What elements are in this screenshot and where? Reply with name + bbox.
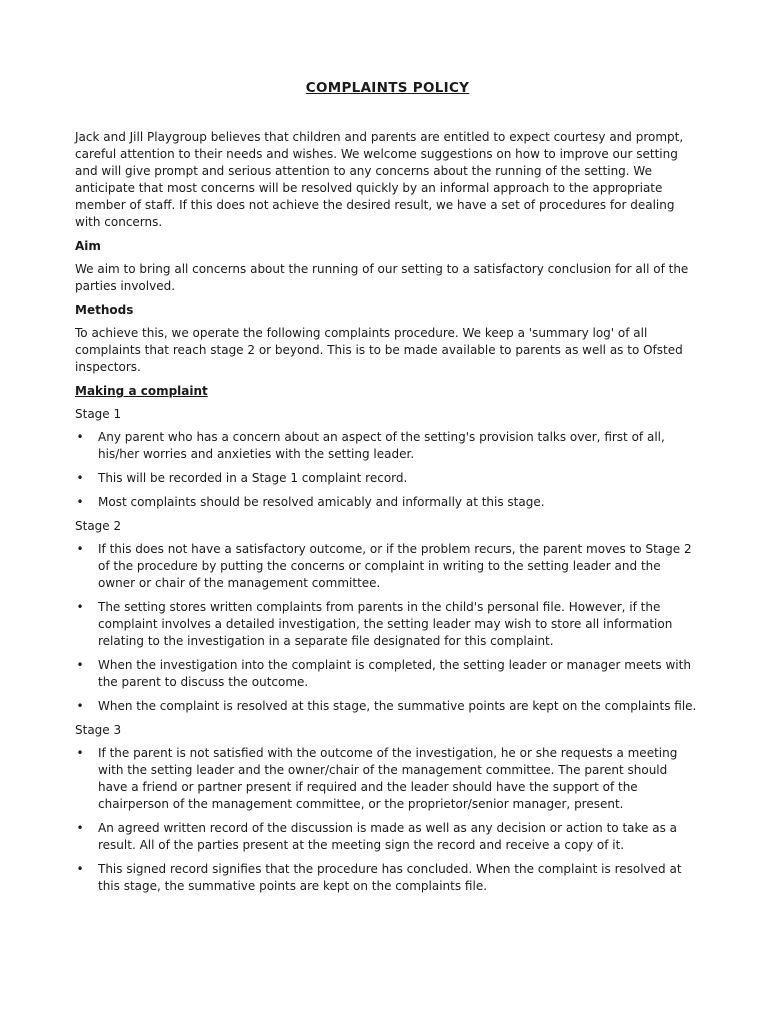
list-item: • This signed record signifies that the procedure has concluded. When the complaint is resolved at this stage, the summative points are kept on the complaints file.: [76, 862, 682, 893]
page-title: COMPLAINTS POLICY: [305, 80, 470, 96]
list-item: • When the complaint is resolved at this stage, the summative points are kept on the complaints file.: [76, 699, 697, 713]
aim-heading: Aim: [75, 239, 101, 253]
list-item: • An agreed written record of the discussion is made as well as any decision or action to take as a result. All of the parties present at the meeting sign the record and receive a copy of it.: [76, 821, 677, 852]
bullet-icon: •: [76, 699, 84, 713]
bullet-icon: •: [76, 658, 84, 672]
stage-2-list: [75, 541, 700, 715]
methods-heading: Methods: [75, 303, 134, 317]
bullet-icon: •: [76, 821, 84, 835]
bullet-icon: •: [76, 862, 84, 876]
stage-1-list: [75, 429, 700, 511]
bullet-icon: •: [76, 600, 84, 614]
intro-paragraph: Jack and Jill Playgroup believes that children and parents are entitled to expect courtesy and prompt, careful attention to their needs and wishes. We welcome suggestions on how to improve our setting and will give prompt and serious attention to any concerns about the running of the setting. We anticipate that most concerns will be resolved quickly by an informal approach to the appropriate member of staff. If this does not achieve the desired result, we have a set of procedures for dealing with concerns.: [75, 130, 684, 229]
list-item: • If the parent is not satisfied with the outcome of the investigation, he or she requests a meeting with the setting leader and the owner/chair of the management committee. The parent should have a friend or partner present if required and the leader should have the support of the chairperson of the management committee, or the proprietor/senior manager, present.: [76, 746, 678, 811]
list-item: • When the investigation into the complaint is completed, the setting leader or manager meets with the parent to discuss the outcome.: [76, 658, 691, 689]
bullet-icon: •: [76, 542, 84, 556]
list-item: • Most complaints should be resolved amicably and informally at this stage.: [76, 495, 545, 509]
list-item: • The setting stores written complaints from parents in the child's personal file. However, if the complaint involves a detailed investigation, the setting leader may wish to store all information relating to the investigation in a separate file designated for this complaint.: [76, 600, 673, 648]
methods-paragraph: To achieve this, we operate the following complaints procedure. We keep a 'summary log' of all complaints that reach stage 2 or beyond. This is to be made available to parents as well as to Ofsted inspectors.: [75, 326, 683, 374]
stage-3-label: Stage 3: [75, 723, 122, 737]
aim-paragraph: We aim to bring all concerns about the running of our setting to a satisfactory conclusion for all of the parties involved.: [75, 262, 689, 293]
stage-2-label: Stage 2: [75, 519, 122, 533]
bullet-icon: •: [76, 495, 84, 509]
bullet-icon: •: [76, 471, 84, 485]
stage-3-list: [75, 745, 700, 895]
bullet-icon: •: [76, 746, 84, 760]
making-complaint-heading: Making a complaint: [75, 384, 208, 398]
list-item: • This will be recorded in a Stage 1 complaint record.: [76, 471, 408, 485]
list-item: • If this does not have a satisfactory outcome, or if the problem recurs, the parent moves to Stage 2 of the procedure by putting the concerns or complaint in writing to the setting leader and the owner or chair of the management committee.: [76, 542, 692, 590]
bullet-icon: •: [76, 430, 84, 444]
stage-1-label: Stage 1: [75, 407, 122, 421]
list-item: • Any parent who has a concern about an aspect of the setting's provision talks over, first of all, his/her worries and anxieties with the setting leader.: [76, 430, 665, 461]
